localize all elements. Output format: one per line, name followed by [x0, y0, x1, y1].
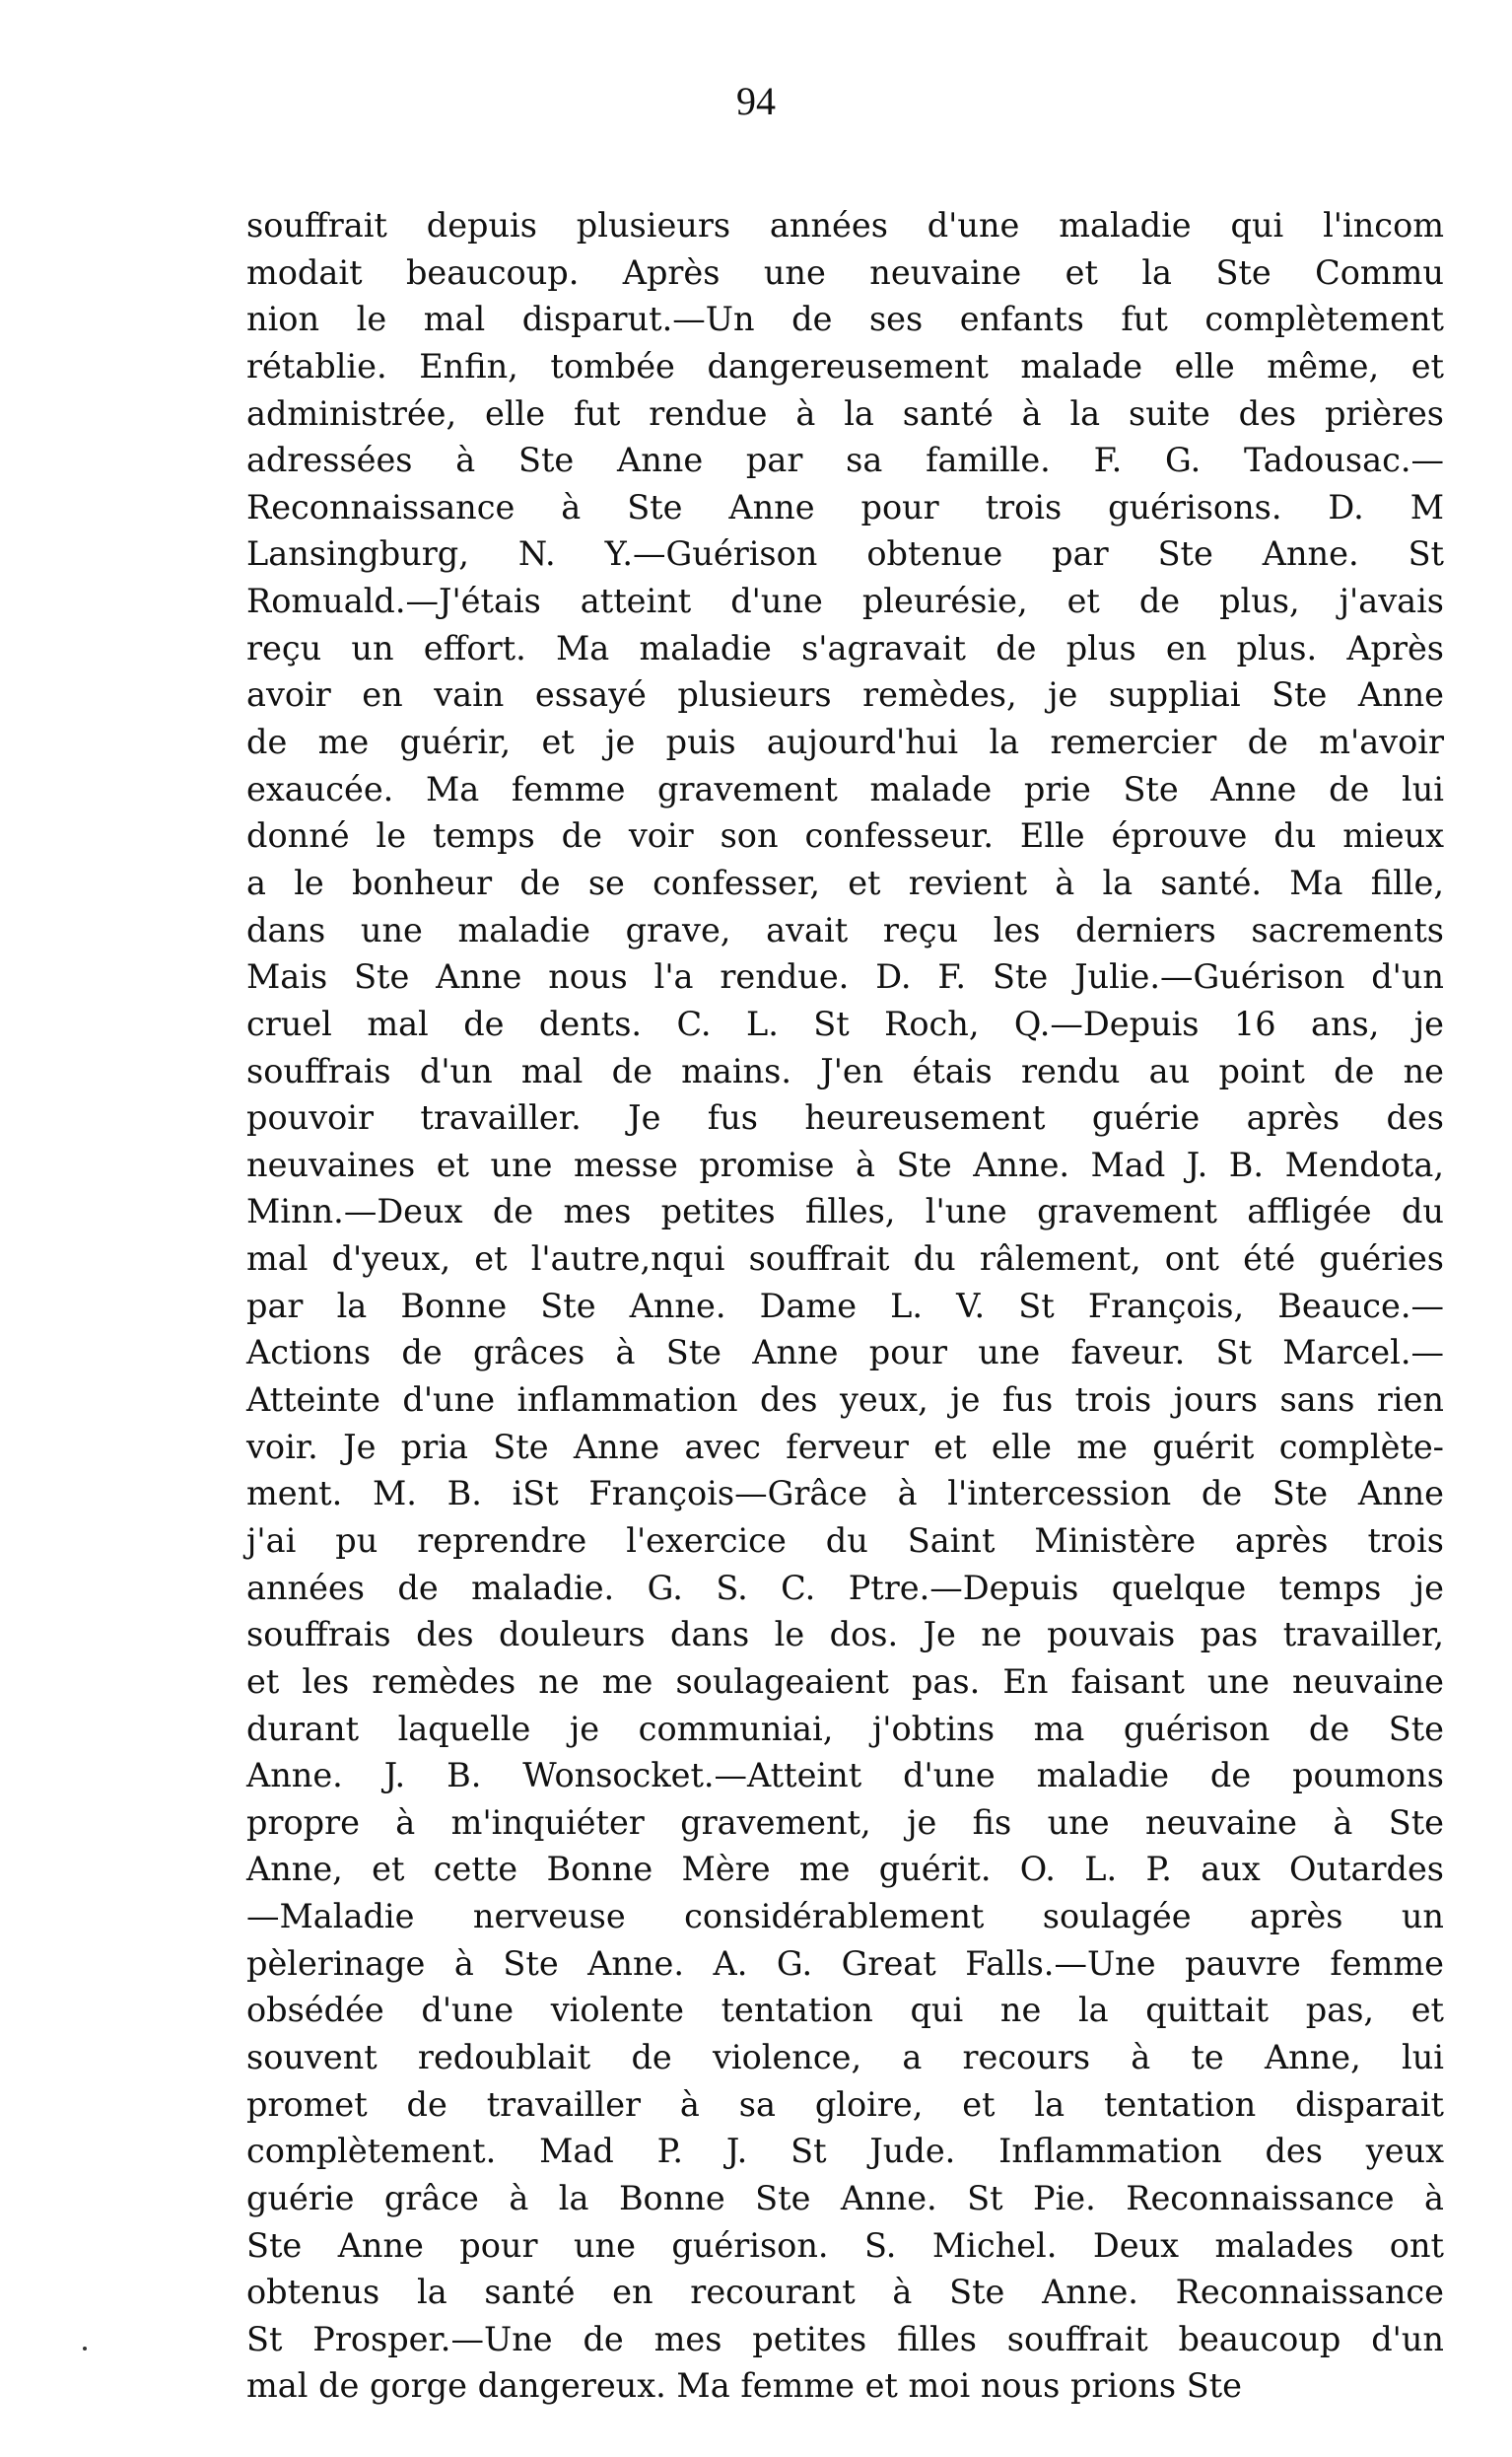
text-line: propre à m'inquiéter gravement, je fis une neuvaine à Ste — [246, 1802, 1444, 1842]
text-line: Reconnaissance à Ste Anne pour trois guérisons. D. M — [246, 487, 1444, 526]
text-line: pèlerinage à Ste Anne. A. G. Great Falls.—Une pauvre femme — [246, 1943, 1444, 1983]
text-line: pouvoir travailler. Je fus heureusement guérie après des — [246, 1098, 1444, 1138]
text-line: Anne, et cette Bonne Mère me guérit. O. L. P. aux Outardes — [246, 1850, 1444, 1889]
text-line: obtenus la santé en recourant à Ste Anne. Reconnaissance — [246, 2273, 1444, 2312]
text-line: Romuald.—J'étais atteint d'une pleurésie, et de plus, j'avais — [246, 582, 1444, 621]
text-line: Minn.—Deux de mes petites filles, l'une gravement affligée du — [246, 1192, 1444, 1231]
text-line: —Maladie nerveuse considérablement soulagée après un — [246, 1897, 1444, 1936]
text-line: et les remèdes ne me soulageaient pas. En faisant une neuvaine — [246, 1661, 1444, 1701]
text-line: guérie grâce à la Bonne Ste Anne. St Pie. Reconnaissance à — [246, 2178, 1444, 2217]
text-line: nion le mal disparut.—Un de ses enfants fut complètement — [246, 300, 1444, 339]
text-line: avoir en vain essayé plusieurs remèdes, je suppliai Ste Anne — [246, 675, 1444, 715]
text-line: Anne. J. B. Wonsocket.—Atteint d'une maladie de poumons — [246, 1756, 1444, 1795]
text-line: cruel mal de dents. C. L. St Roch, Q.—Depuis 16 ans, je — [246, 1004, 1444, 1043]
text-line: Actions de grâces à Ste Anne pour une faveur. St Marcel.— — [246, 1333, 1444, 1372]
text-line: St Prosper.—Une de mes petites filles souffrait beaucoup d'un — [246, 2319, 1444, 2358]
page-number: 94 — [736, 79, 776, 123]
text-line: souffrait depuis plusieurs années d'une maladie qui l'incom — [246, 206, 1444, 245]
text-line: a le bonheur de se confesser, et revient à la santé. Ma fille, — [246, 863, 1444, 902]
text-line: Atteinte d'une inflammation des yeux, je fus trois jours sans rien — [246, 1380, 1444, 1420]
text-line: dans une maladie grave, avait reçu les derniers sacrements — [246, 910, 1444, 949]
text-line: promet de travailler à sa gloire, et la tentation disparait — [246, 2084, 1444, 2124]
text-line: rétablie. Enfin, tombée dangereusement malade elle même, et — [246, 346, 1444, 386]
text-line: souvent redoublait de violence, a recours à te Anne, lui — [246, 2037, 1444, 2076]
text-line: années de maladie. G. S. C. Ptre.—Depuis quelque temps je — [246, 1568, 1444, 1607]
text-line: j'ai pu reprendre l'exercice du Saint Ministère après trois — [246, 1520, 1444, 1560]
text-line: reçu un effort. Ma maladie s'agravait de plus en plus. Après — [246, 628, 1444, 667]
text-line: exaucée. Ma femme gravement malade prie Ste Anne de lui — [246, 769, 1444, 808]
text-line: durant laquelle je communiai, j'obtins ma guérison de Ste — [246, 1709, 1444, 1748]
text-line: souffrais d'un mal de mains. J'en étais rendu au point de ne — [246, 1051, 1444, 1090]
text-line: neuvaines et une messe promise à Ste Anne. Mad J. B. Mendota, — [246, 1145, 1444, 1184]
text-line: Lansingburg, N. Y.—Guérison obtenue par Ste Anne. St — [246, 534, 1444, 574]
text-line: Mais Ste Anne nous l'a rendue. D. F. Ste Julie.—Guérison d'un — [246, 957, 1444, 997]
text-line: donné le temps de voir son confesseur. Elle éprouve du mieux — [246, 816, 1444, 856]
text-line: souffrais des douleurs dans le dos. Je ne pouvais pas travailler, — [246, 1615, 1444, 1654]
text-line: par la Bonne Ste Anne. Dame L. V. St François, Beauce.— — [246, 1286, 1444, 1325]
text-line: ment. M. B. iSt François—Grâce à l'intercession de Ste Anne — [246, 1474, 1444, 1513]
text-line: complètement. Mad P. J. St Jude. Inflammation des yeux — [246, 2132, 1444, 2171]
text-line: obsédée d'une violente tentation qui ne la quittait pas, et — [246, 1991, 1444, 2030]
text-line: Ste Anne pour une guérison. S. Michel. Deux malades ont — [246, 2225, 1444, 2265]
text-line: administrée, elle fut rendue à la santé à la suite des prières — [246, 393, 1444, 433]
text-line: de me guérir, et je puis aujourd'hui la remercier de m'avoir — [246, 723, 1444, 762]
text-line: voir. Je pria Ste Anne avec ferveur et elle me guérit complète- — [246, 1427, 1444, 1466]
stray-ink-dot — [83, 2347, 87, 2351]
text-line: modait beaucoup. Après une neuvaine et la Ste Commu — [246, 252, 1444, 292]
text-line: adressées à Ste Anne par sa famille. F. G. Tadousac.— — [246, 441, 1444, 480]
text-line: mal de gorge dangereux. Ma femme et moi nous prions Ste — [246, 2366, 1242, 2406]
text-line: mal d'yeux, et l'autre,nqui souffrait du râlement, ont été guéries — [246, 1239, 1444, 1279]
body-text — [246, 202, 1444, 2410]
